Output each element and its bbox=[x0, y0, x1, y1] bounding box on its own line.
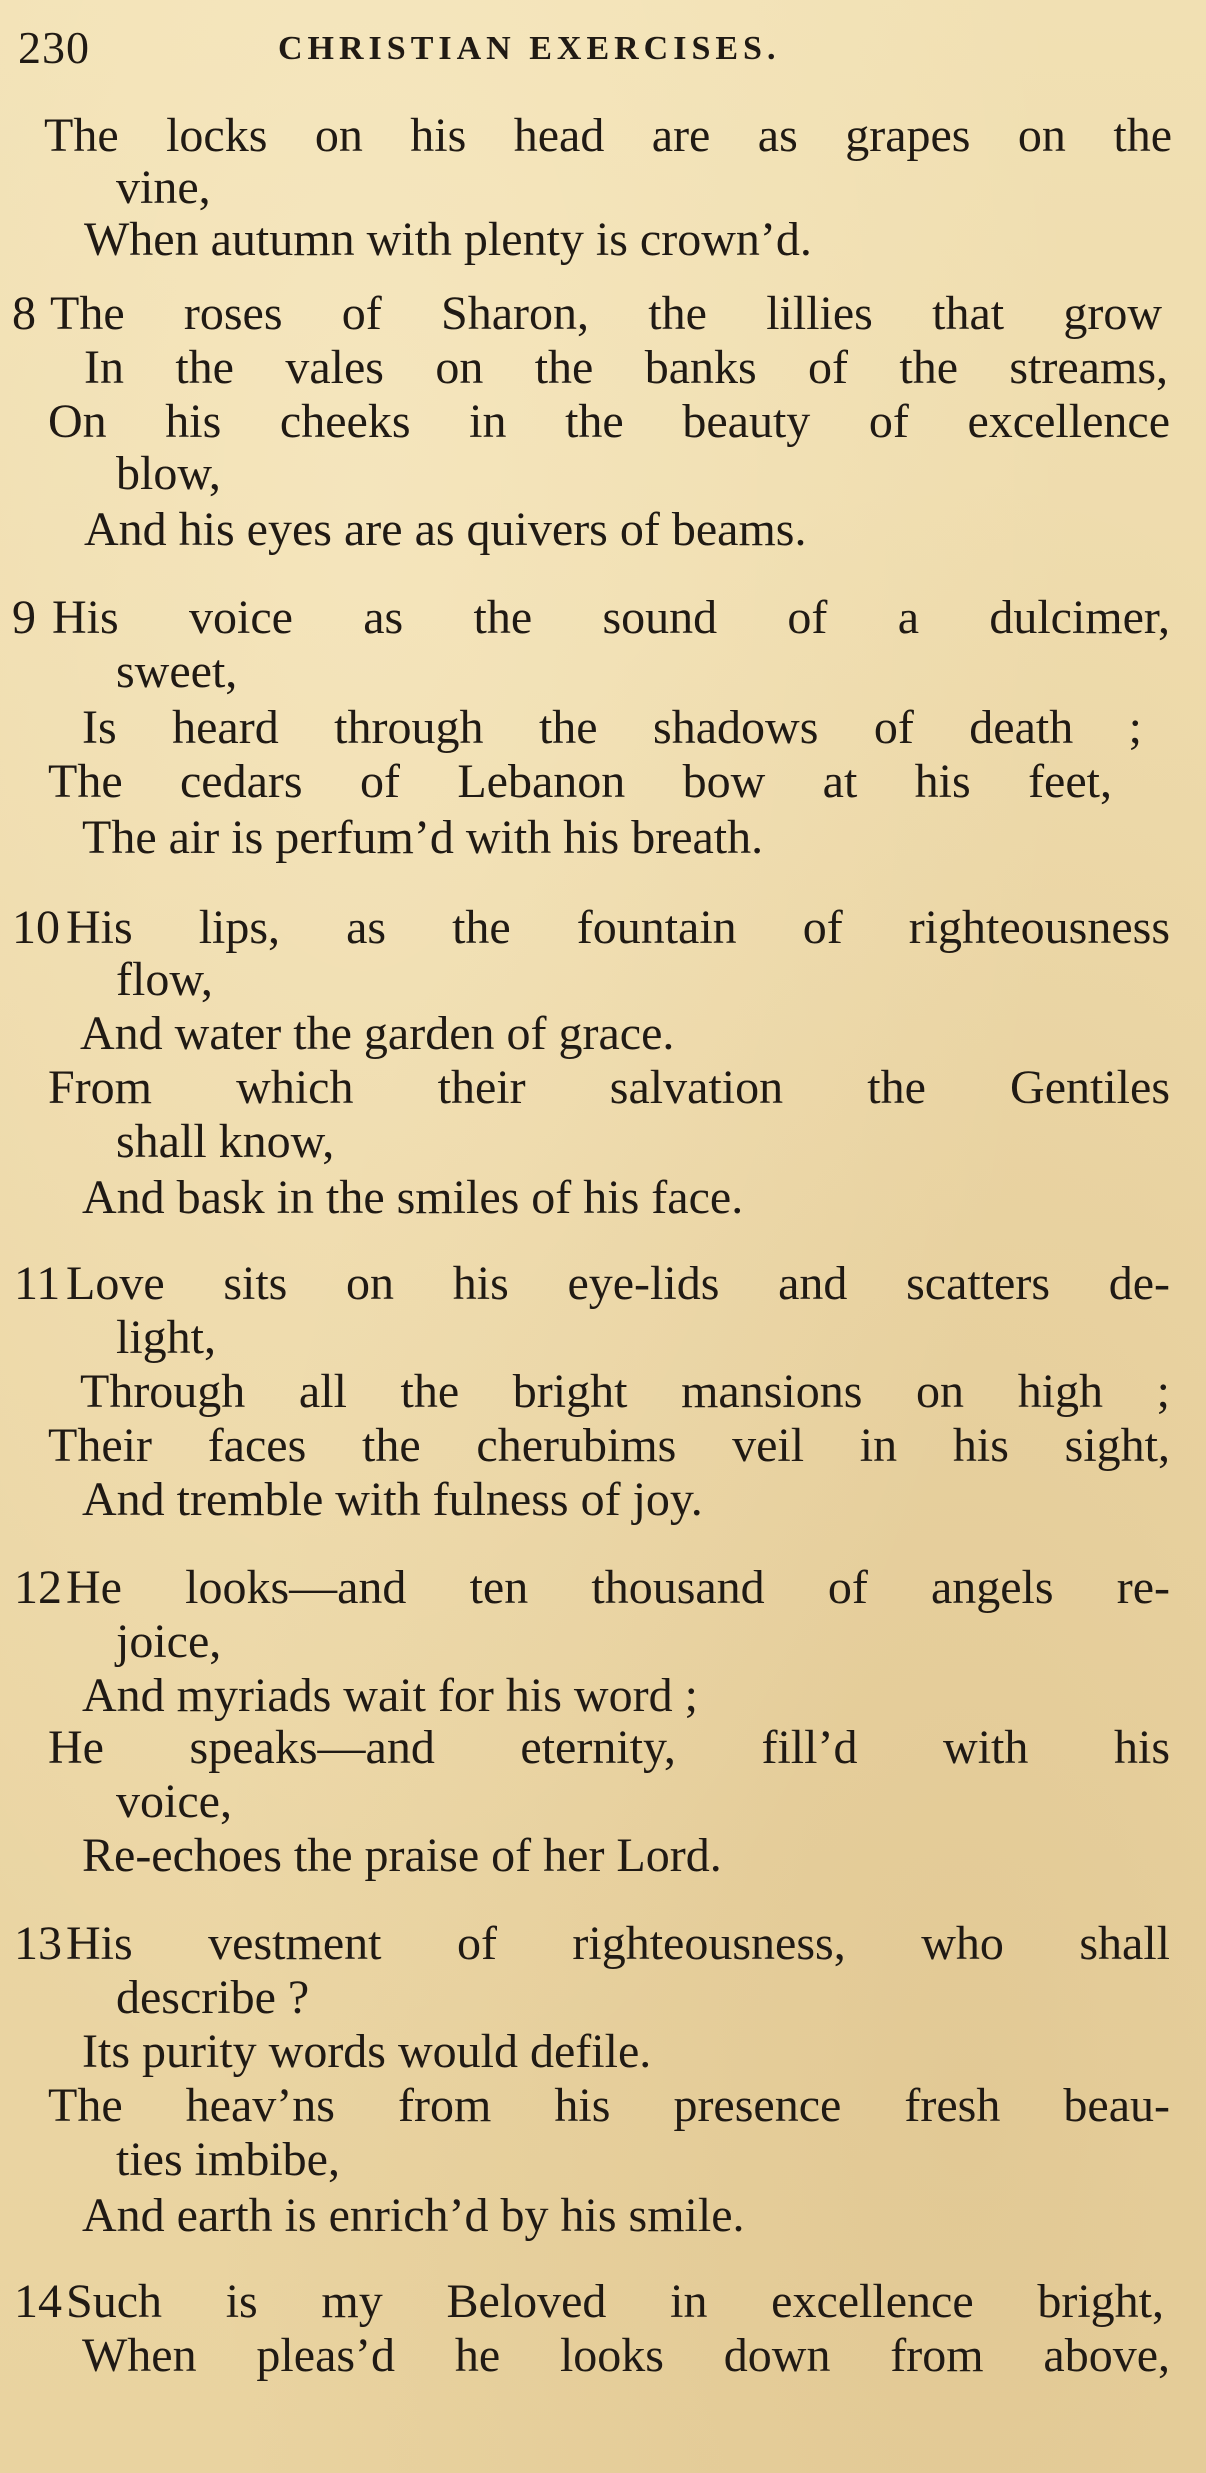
poem-line: Re-echoes the praise of her Lord. bbox=[82, 1829, 722, 1882]
stanza-number: 13 bbox=[14, 1917, 62, 1970]
poem-line: The locks on his head are as grapes on the bbox=[44, 109, 1172, 162]
poem-line: The heav’ns from his presence fresh beau- bbox=[48, 2079, 1170, 2132]
stanza-number: 8 bbox=[12, 287, 36, 340]
poem-line: flow, bbox=[116, 953, 213, 1006]
poem-line: Their faces the cherubims veil in his sight, bbox=[48, 1419, 1170, 1472]
poem-line: The cedars of Lebanon bow at his feet, bbox=[48, 755, 1112, 808]
poem-line: When pleas’d he looks down from above, bbox=[82, 2329, 1170, 2382]
poem-line: His vestment of righteousness, who shall bbox=[66, 1917, 1170, 1970]
poem-line: On his cheeks in the beauty of excellence bbox=[48, 395, 1170, 448]
poem-line: And water the garden of grace. bbox=[80, 1007, 675, 1060]
running-title: CHRISTIAN EXERCISES. bbox=[278, 30, 781, 67]
poem-line: Is heard through the shadows of death ; bbox=[82, 701, 1142, 754]
poem-line: The roses of Sharon, the lillies that grow bbox=[50, 287, 1162, 340]
poem-line: shall know, bbox=[116, 1115, 335, 1168]
stanza-number: 9 bbox=[12, 591, 36, 644]
stanza-number: 11 bbox=[14, 1257, 61, 1310]
page-header bbox=[18, 18, 1118, 78]
poem-line: And bask in the smiles of his face. bbox=[82, 1171, 744, 1224]
poem-line: He speaks—and eternity, fill’d with his bbox=[48, 1721, 1170, 1774]
poem-line: And his eyes are as quivers of beams. bbox=[84, 503, 807, 556]
poem-line: In the vales on the banks of the streams, bbox=[84, 341, 1168, 394]
poem-line: The air is perfum’d with his breath. bbox=[82, 811, 764, 864]
poem-line: His voice as the sound of a dulcimer, bbox=[52, 591, 1170, 644]
poem-line: He looks—and ten thousand of angels re- bbox=[66, 1561, 1170, 1614]
poem-line: When autumn with plenty is crown’d. bbox=[84, 213, 812, 266]
poem-line: voice, bbox=[116, 1775, 232, 1828]
poem-line: blow, bbox=[116, 447, 221, 500]
poem-line: And myriads wait for his word ; bbox=[82, 1669, 698, 1722]
poem-line: vine, bbox=[116, 161, 211, 214]
poem-line: And tremble with fulness of joy. bbox=[82, 1473, 703, 1526]
poem-line: light, bbox=[116, 1311, 217, 1364]
poem-line: Its purity words would defile. bbox=[82, 2025, 652, 2078]
poem-line: Love sits on his eye-lids and scatters de- bbox=[66, 1257, 1170, 1310]
stanza-number: 12 bbox=[14, 1561, 62, 1614]
stanza-number: 10 bbox=[12, 901, 60, 954]
poem-line: sweet, bbox=[116, 645, 238, 698]
poem-line: Through all the bright mansions on high ; bbox=[80, 1365, 1170, 1418]
poem-line: Such is my Beloved in excellence bright, bbox=[66, 2275, 1164, 2328]
poem-line: From which their salvation the Gentiles bbox=[48, 1061, 1170, 1114]
poem-line: ties imbibe, bbox=[116, 2133, 340, 2186]
poem-line: His lips, as the fountain of righteousness bbox=[66, 901, 1170, 954]
poem-line: And earth is enrich’d by his smile. bbox=[82, 2189, 745, 2242]
poem-line: joice, bbox=[116, 1615, 222, 1668]
stanza-number: 14 bbox=[14, 2275, 62, 2328]
page-number: 230 bbox=[18, 22, 90, 73]
poem-line: describe ? bbox=[116, 1971, 310, 2024]
